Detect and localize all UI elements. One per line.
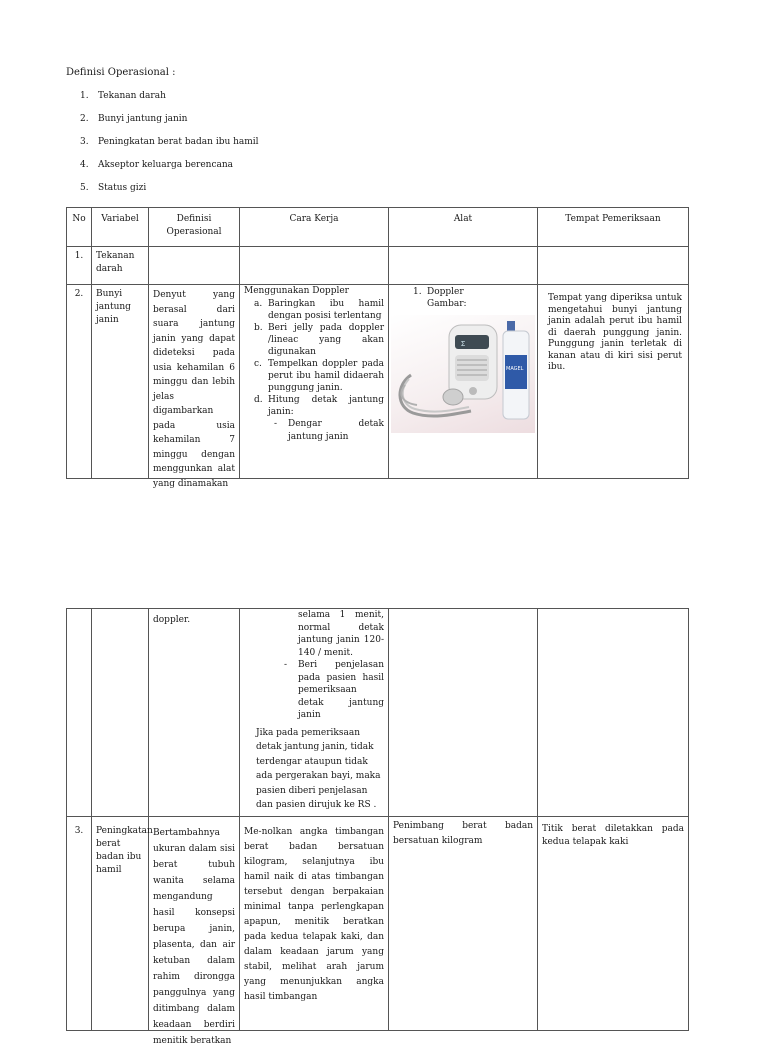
table-row: [67, 247, 689, 285]
list-text: Akseptor keluarga berencana: [98, 160, 234, 170]
cell-alat: [389, 285, 538, 479]
cara-kerja-steps: [244, 298, 384, 443]
definisi-text: Denyut yang berasal dari suara jantung janin yang dapat dideteksi pada usia kehamilan 6 minggu dan lebih jelas digambarkan pada usia kehamilan 7 minggu dengan menggunkan alat yang dinamakan: [153, 290, 235, 489]
cell-tempat: Titik berat diletakkan pada kedua telapak kaki: [538, 816, 689, 1030]
sub-step-item: [284, 659, 384, 722]
header-cara-kerja: Cara Kerja: [240, 208, 389, 247]
table-row: [67, 816, 689, 1030]
alat-item: [413, 286, 535, 298]
cara-kerja-note: Jika pada pemeriksaan detak jantung janin, tidak terdengar ataupun tidak ada pergerakan bayi, maka pasien diberi penjelasan dan pasien dirujuk ke RS .: [256, 727, 381, 810]
cell-definisi: [149, 816, 240, 1046]
alat-name: Doppler: [427, 287, 464, 297]
step-item: [254, 358, 384, 394]
doppler-device-icon: [391, 315, 535, 433]
list-text: Peningkatan berat badan ibu hamil: [98, 137, 259, 147]
sub-step-item: [274, 418, 384, 443]
step-marker: b.: [254, 323, 263, 333]
cell-definisi: doppler.: [149, 609, 240, 817]
sub-step-marker: -: [274, 419, 278, 429]
cell-cara-kerja: [240, 285, 389, 479]
list-item: [80, 136, 259, 159]
sub-steps: [268, 418, 384, 443]
step-item: [254, 322, 384, 358]
cell-variabel: Peningkatan berat badan ibu hamil: [92, 816, 149, 1030]
table-row: [67, 609, 689, 817]
list-item: [80, 90, 259, 113]
cell-tempat: [538, 247, 689, 285]
sub-step-text: selama 1 menit, normal detak jantung janin 120-140 / menit.: [298, 610, 384, 658]
cell-cara-kerja: [240, 609, 389, 817]
alat-number: 1.: [413, 287, 422, 297]
list-item: [80, 182, 259, 205]
cell-tempat: [538, 609, 689, 817]
step-marker: d.: [254, 395, 263, 405]
list-item: [80, 113, 259, 136]
table-row: [67, 285, 689, 479]
list-text: Bunyi jantung janin: [98, 114, 188, 124]
cara-kerja-content: [244, 285, 384, 475]
sub-step-text: Beri penjelasan pada pasien hasil pemeriksaan detak jantung janin: [298, 660, 384, 720]
cell-no: [67, 609, 92, 817]
cell-cara-kerja: [240, 247, 389, 285]
step-item: [254, 298, 384, 322]
step-marker: c.: [254, 359, 262, 369]
cell-cara-kerja: Me-nolkan angka timbangan berat badan bersatuan kilogram, selanjutnya ibu hamil naik di atas timbangan tersebut dengan berpakaian minimal tanpa perlengkapan apapun, menitik beratkan pada kedua telapak kaki, dan dalam keadaan jarum yang stabil, melihat arah jarum yang menunjukkan angka hasil timbangan: [240, 816, 389, 1030]
cell-variabel: Bunyi jantung janin: [92, 285, 149, 479]
cell-no: 2.: [67, 285, 92, 479]
step-text: Tempelkan doppler pada perut ibu hamil didaerah punggung janin.: [268, 359, 384, 393]
sub-steps-continued: [244, 609, 384, 722]
list-text: Tekanan darah: [98, 91, 166, 101]
definisi-text: Bertambahnya ukuran dalam sisi berat tubuh wanita selama mengandung hasil konsepsi berupa janin, plasenta, dan air ketuban dalam rahim dirongga panggulnya yang ditimbang dalam keadaan berdiri menitik beratkan: [153, 827, 235, 1046]
operational-definition-list: [80, 90, 259, 205]
cell-definisi: [149, 285, 240, 489]
cell-definisi: [149, 247, 240, 285]
sub-step-text: Dengar detak jantung janin: [288, 419, 384, 442]
page-heading: Definisi Operasional :: [66, 67, 176, 78]
table-header-row: [67, 208, 689, 247]
cell-alat: Penimbang berat badan bersatuan kilogram: [389, 816, 538, 1030]
cell-alat: [389, 609, 538, 817]
alat-image-label: Gambar:: [427, 299, 467, 309]
header-no: No: [67, 208, 92, 247]
step-text: Baringkan ibu hamil dengan posisi terlentang: [268, 299, 384, 321]
cell-variabel: Tekanan darah: [92, 247, 149, 285]
header-alat: Alat: [389, 208, 538, 247]
list-number: 4.: [80, 160, 89, 170]
cell-variabel: [92, 609, 149, 817]
sub-step-item: [298, 609, 384, 659]
bottle-label: MAGEL: [506, 366, 524, 372]
step-text: Beri jelly pada doppler /lineac yang akan digunakan: [268, 323, 384, 357]
step-marker: a.: [254, 299, 263, 309]
operational-table-part-2: [66, 608, 689, 1046]
operational-table-part-1: [66, 207, 689, 489]
list-text: Status gizi: [98, 183, 147, 193]
header-variabel: Variabel: [92, 208, 149, 247]
doppler-photo: [391, 315, 535, 433]
cara-kerja-intro: Menggunakan Doppler: [244, 286, 349, 296]
header-definisi: Definisi Operasional: [149, 208, 240, 247]
cell-no: 3.: [67, 816, 92, 1030]
list-number: 1.: [80, 91, 89, 101]
step-text: Hitung detak jantung janin:: [268, 395, 384, 417]
svg-text:Σ: Σ: [461, 340, 466, 348]
cell-no: 1.: [67, 247, 92, 285]
cell-alat: [389, 247, 538, 285]
list-number: 5.: [80, 183, 89, 193]
header-tempat: Tempat Pemeriksaan: [538, 208, 689, 247]
list-number: 2.: [80, 114, 89, 124]
step-item: [254, 394, 384, 443]
list-item: [80, 159, 259, 182]
alat-list: [391, 286, 535, 311]
list-number: 3.: [80, 137, 89, 147]
cell-tempat: Tempat yang diperiksa untuk mengetahui bunyi jantung janin adalah perut ibu hamil di daerah punggung janin. Punggung janin terletak di kanan atau di kiri sisi perut ibu.: [538, 285, 689, 479]
sub-step-marker: -: [284, 660, 288, 670]
